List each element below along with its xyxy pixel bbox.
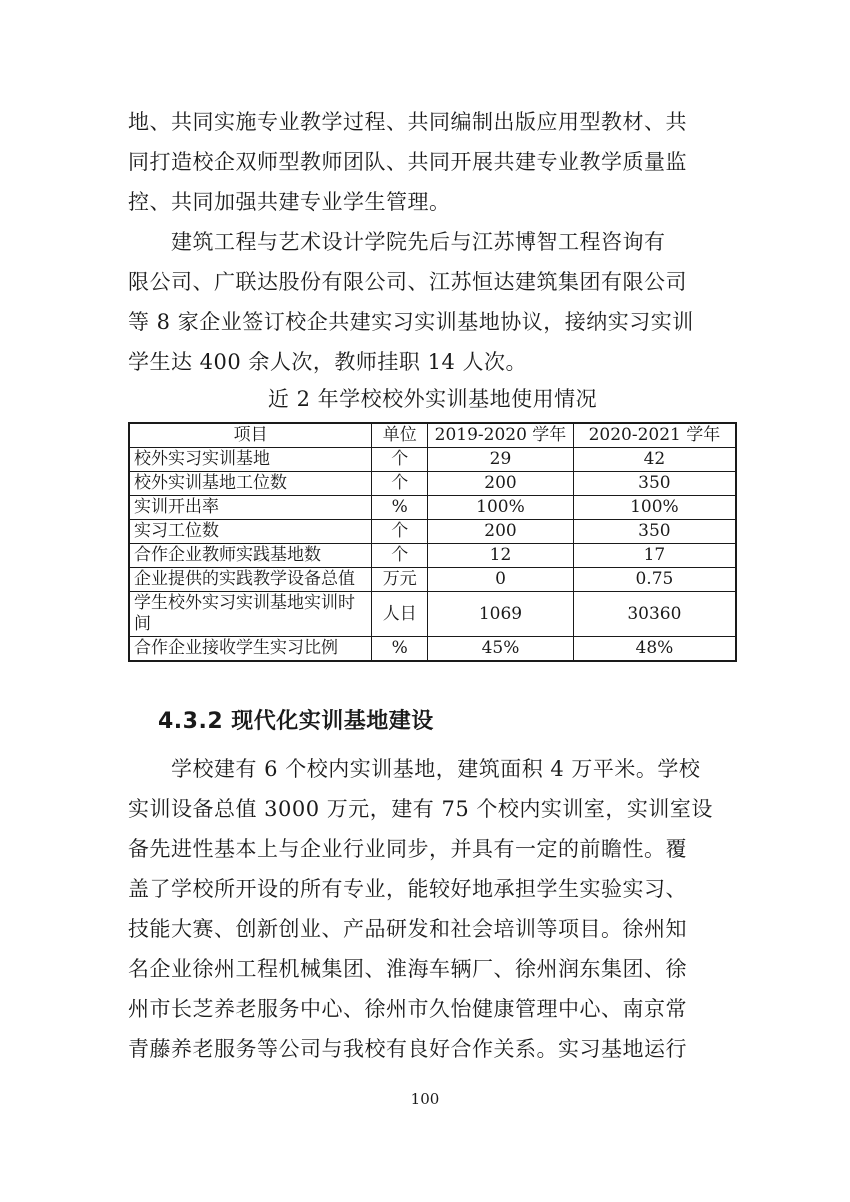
table-caption: 近 2 年学校校外实训基地使用情况 <box>267 387 598 411</box>
training-base-usage-table <box>128 422 737 662</box>
body-text-line: 学生达 400 余人次，教师挂职 14 人次。 <box>128 350 528 374</box>
table-cell-value: 100% <box>428 496 574 520</box>
table-row <box>129 568 736 592</box>
table-cell-value: 200 <box>428 520 574 544</box>
table-cell-value: 1069 <box>428 592 574 637</box>
body-text-line: 建筑工程与艺术设计学院先后与江苏博智工程咨询有 <box>171 230 666 254</box>
table-cell-value: 200 <box>428 472 574 496</box>
table-header-cell: 项目 <box>129 423 372 448</box>
table-header-cell: 2020-2021 学年 <box>573 423 736 448</box>
table-cell-item: 实习工位数 <box>129 520 372 544</box>
table-cell-value: 45% <box>428 637 574 662</box>
body-text-line: 备先进性基本上与企业行业同步，并具有一定的前瞻性。覆 <box>128 837 687 861</box>
body-text-line: 控、共同加强共建专业学生管理。 <box>128 190 451 214</box>
table-header-row <box>129 423 736 448</box>
table-row <box>129 592 736 637</box>
table-cell-item: 实训开出率 <box>129 496 372 520</box>
table-cell-value: 100% <box>573 496 736 520</box>
body-text-line: 限公司、广联达股份有限公司、江苏恒达建筑集团有限公司 <box>128 270 687 294</box>
body-text-line: 技能大赛、创新创业、产品研发和社会培训等项目。徐州知 <box>128 917 687 941</box>
table-cell-value: 0 <box>428 568 574 592</box>
page-number: 100 <box>410 1090 440 1108</box>
table-header-cell: 2019-2020 学年 <box>428 423 574 448</box>
table-cell-item: 合作企业教师实践基地数 <box>129 544 372 568</box>
table-cell-value: 42 <box>573 448 736 472</box>
table-cell-value: 人日 <box>372 592 428 637</box>
body-text-line: 学校建有 6 个校内实训基地，建筑面积 4 万平米。学校 <box>171 757 701 781</box>
table-cell-value: % <box>372 637 428 662</box>
table-row <box>129 544 736 568</box>
table-cell-item: 校外实训基地工位数 <box>129 472 372 496</box>
table-cell-item: 校外实习实训基地 <box>129 448 372 472</box>
body-text-line: 等 8 家企业签订校企共建实习实训基地协议，接纳实习实训 <box>128 310 694 334</box>
table-cell-value: 个 <box>372 544 428 568</box>
table-cell-value: 17 <box>573 544 736 568</box>
table-row <box>129 496 736 520</box>
table-cell-value: 个 <box>372 520 428 544</box>
table-cell-value: % <box>372 496 428 520</box>
table-header-cell: 单位 <box>372 423 428 448</box>
table-cell-item: 学生校外实习实训基地实训时间 <box>129 592 372 637</box>
table-cell-value: 个 <box>372 448 428 472</box>
table-row <box>129 637 736 662</box>
section-heading: 4.3.2 现代化实训基地建设 <box>158 709 434 734</box>
table-cell-item: 企业提供的实践教学设备总值 <box>129 568 372 592</box>
body-text-line: 地、共同实施专业教学过程、共同编制出版应用型教材、共 <box>128 110 687 134</box>
table-cell-value: 48% <box>573 637 736 662</box>
table-row <box>129 448 736 472</box>
body-text-line: 盖了学校所开设的所有专业，能较好地承担学生实验实习、 <box>128 877 687 901</box>
bottom-paragraphs <box>128 749 737 1069</box>
table-cell-value: 0.75 <box>573 568 736 592</box>
table-row <box>129 520 736 544</box>
body-text-line: 名企业徐州工程机械集团、淮海车辆厂、徐州润东集团、徐 <box>128 957 687 981</box>
body-text-line: 青藤养老服务等公司与我校有良好合作关系。实习基地运行 <box>128 1037 687 1061</box>
table-cell-value: 个 <box>372 472 428 496</box>
body-text-line: 实训设备总值 3000 万元，建有 75 个校内实训室，实训室设 <box>128 797 713 821</box>
table-cell-value: 350 <box>573 520 736 544</box>
table-row <box>129 472 736 496</box>
body-text-line: 同打造校企双师型教师团队、共同开展共建专业教学质量监 <box>128 150 687 174</box>
table-cell-value: 万元 <box>372 568 428 592</box>
table-cell-value: 350 <box>573 472 736 496</box>
table-cell-value: 30360 <box>573 592 736 637</box>
top-paragraphs <box>128 102 737 382</box>
table-cell-value: 29 <box>428 448 574 472</box>
body-text-line: 州市长芝养老服务中心、徐州市久怡健康管理中心、南京常 <box>128 997 687 1021</box>
table-cell-value: 12 <box>428 544 574 568</box>
document-page <box>128 0 737 1069</box>
table-cell-item: 合作企业接收学生实习比例 <box>129 637 372 662</box>
